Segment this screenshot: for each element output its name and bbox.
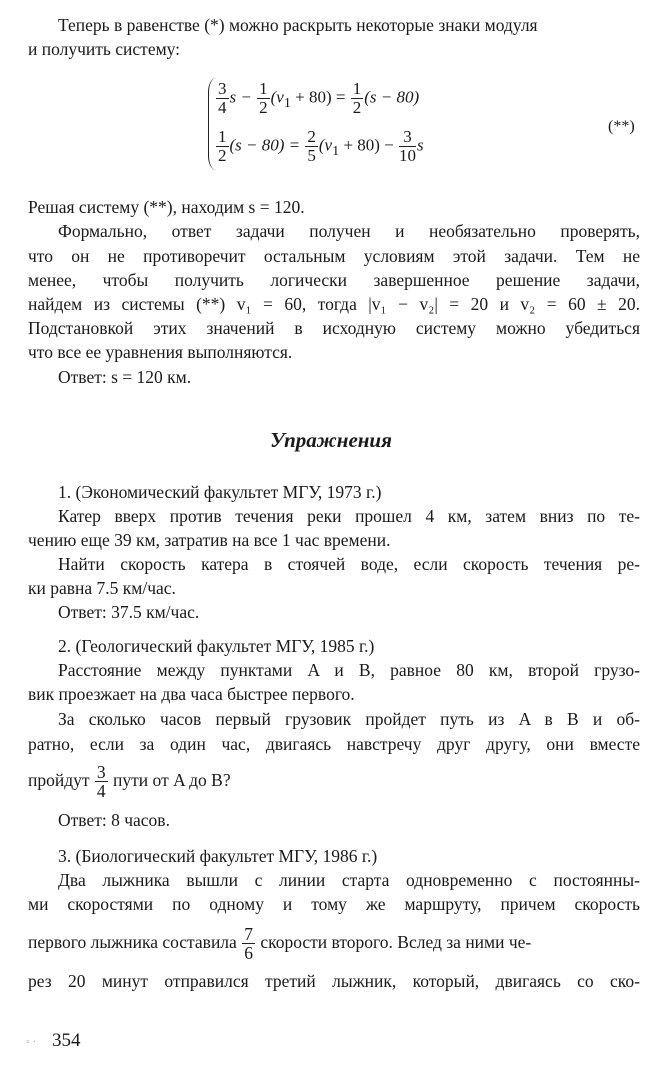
exercise-line: рез 20 минут отправился третий лыжник, который, двигаясь со ско- — [28, 971, 640, 991]
exercise-line: ки равна 7.5 км/час. — [28, 578, 176, 598]
fraction: $\frac{7}{6}$ — [244, 924, 253, 964]
page-corner-mark: ◦ · — [26, 1036, 37, 1048]
intro-line-2: и получить систему: — [28, 39, 181, 59]
fraction: $\frac{1}{2}$ — [352, 79, 362, 117]
page-number: 354 — [52, 1030, 81, 1051]
fraction: $\frac{3}{4}$ — [218, 79, 227, 117]
exercise-line: ратно, если за один час, двигаясь навстречу друг другу, они вместе — [28, 734, 640, 754]
system-equation-2: $\frac{1}{2}$ (s − 80) = $\frac{2}{5}$ $(v_1 + 80)$ − $\frac{3}{10}$ s — [218, 127, 424, 165]
fraction: $\frac{3}{10}$ — [399, 127, 417, 165]
fraction: $\frac{3}{4}$ — [96, 762, 106, 802]
paragraph-line: найдем из системы (**) v₁ = 60, тогда |v₁ − v₂| = 20 и v₂ = 60 ± 20. — [28, 294, 640, 314]
fraction: $\frac{1}{2}$ — [218, 127, 227, 165]
system-equation-1: $\frac{3}{4}$ s − $\frac{1}{2}$ $(v_1 + 80)$ = $\frac{1}{2}$ (s − 80) — [218, 79, 420, 117]
equation-label: (**) — [608, 118, 635, 135]
exercise-line: За сколько часов первый грузовик пройдет путь из A в B и об- — [58, 709, 640, 729]
exercise-title: 1. (Экономический факультет МГУ, 1973 г.) — [58, 482, 382, 502]
paragraph-line: что все ее уравнения выполняются. — [28, 342, 293, 362]
exercise-line: вик проезжает на два часа быстрее первого. — [28, 684, 355, 704]
exercise-line: Катер вверх против течения реки прошел 4 км, затем вниз по те- — [58, 506, 640, 526]
exercise-line: ми скоростями по одному и тому же маршруту, причем скорость — [28, 894, 640, 914]
paragraph-line: менее, чтобы получить логически завершенное решение задачи, — [28, 270, 640, 290]
answer-line: Ответ: s = 120 км. — [58, 367, 192, 387]
exercise-title: 3. (Биологический факультет МГУ, 1986 г.) — [58, 846, 378, 866]
exercise-line: Найти скорость катера в стоячей воде, если скорость течения ре- — [58, 554, 640, 574]
exercise-line: чению еще 39 км, затратив на все 1 час времени. — [28, 530, 391, 550]
exercise-line: Расстояние между пунктами A и B, равное 80 км, второй грузо- — [58, 660, 640, 680]
fraction: $\frac{1}{2}$ — [259, 79, 268, 117]
exercise-line: Два лыжника вышли с линии старта одновременно с постоянны- — [58, 870, 640, 890]
paragraph-line: что он не противоречит остальным условиям этой задачи. Тем не — [28, 246, 640, 266]
exercise-line-with-fraction: пройдут $\frac{3}{4}$ пути от A до B? — [28, 762, 231, 802]
paragraph-line: Формально, ответ задачи получен и необязательно проверять, — [58, 221, 640, 241]
paragraph-line: Подстановкой этих значений в исходную систему можно убедиться — [28, 318, 640, 338]
solution-line: Решая систему (**), находим s = 120. — [28, 197, 305, 217]
exercise-title: 2. (Геологический факультет МГУ, 1985 г.) — [58, 636, 375, 656]
intro-line-1: Теперь в равенстве (*) можно раскрыть некоторые знаки модуля — [58, 15, 538, 35]
exercise-line-with-fraction: первого лыжника составила $\frac{7}{6}$ скорости второго. Вслед за ними че- — [28, 924, 532, 964]
fraction: $\frac{2}{5}$ — [307, 127, 316, 165]
exercise-answer: Ответ: 37.5 км/час. — [58, 602, 200, 622]
section-heading: Упражнения — [270, 428, 392, 452]
exercise-answer: Ответ: 8 часов. — [58, 810, 170, 830]
